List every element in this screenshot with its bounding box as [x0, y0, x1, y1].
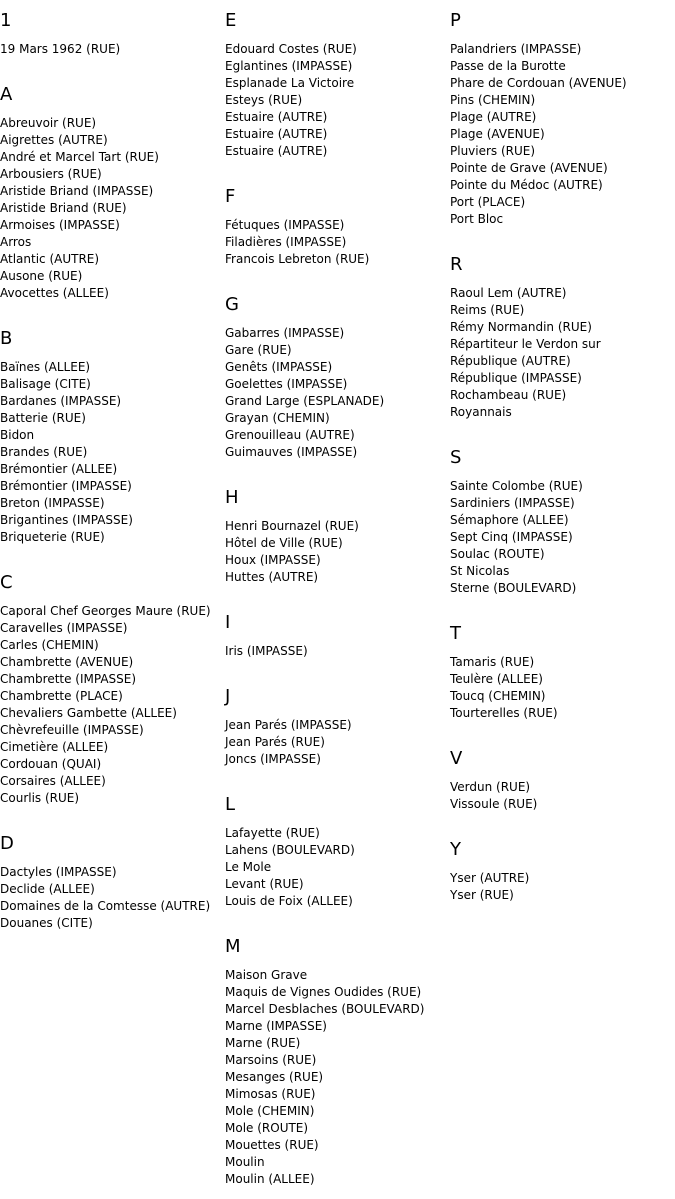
street-link[interactable]: Brémontier (ALLEE) — [0, 462, 118, 476]
letter-section — [225, 926, 450, 1199]
street-list — [225, 217, 450, 268]
street-link[interactable]: Iris (IMPASSE) — [225, 644, 308, 658]
street-link[interactable]: Répartiteur le Verdon sur — [450, 337, 601, 351]
street-link[interactable]: Gare (RUE) — [225, 343, 292, 357]
street-link[interactable]: Henri Bournazel (RUE) — [225, 519, 359, 533]
section-letter-heading: G — [225, 294, 239, 315]
street-link[interactable]: Mole (CHEMIN) — [225, 1104, 315, 1118]
street-link[interactable]: Marcel Desblaches (BOULEVARD) — [225, 1002, 425, 1016]
street-link[interactable]: Rochambeau (RUE) — [450, 388, 567, 402]
street-link[interactable]: Tamaris (RUE) — [450, 655, 535, 669]
section-spacer — [0, 302, 225, 318]
street-link[interactable]: Sainte Colombe (RUE) — [450, 479, 583, 493]
street-link[interactable]: Arros — [0, 235, 32, 249]
letter-section — [0, 0, 225, 74]
street-link[interactable]: Phare de Cordouan (AVENUE) — [450, 76, 627, 90]
section-letter-heading: B — [0, 328, 13, 349]
section-spacer — [225, 910, 450, 926]
street-list — [450, 779, 675, 813]
street-link[interactable]: Guimauves (IMPASSE) — [225, 445, 358, 459]
street-link[interactable]: Arbousiers (RUE) — [0, 167, 102, 181]
street-link[interactable]: Estuaire (AUTRE) — [225, 127, 328, 141]
street-link[interactable]: Avocettes (ALLEE) — [0, 286, 109, 300]
street-link[interactable]: Pins (CHEMIN) — [450, 93, 536, 107]
letter-section — [450, 244, 675, 437]
street-link[interactable]: Sardiniers (IMPASSE) — [450, 496, 575, 510]
street-link[interactable]: Pointe du Médoc (AUTRE) — [450, 178, 603, 192]
letter-section — [0, 562, 225, 823]
street-link[interactable]: Moulin (ALLEE) — [225, 1172, 315, 1186]
street-link[interactable]: Yser (AUTRE) — [450, 871, 530, 885]
street-list — [225, 41, 450, 160]
street-list — [225, 825, 450, 910]
street-link[interactable]: Gabarres (IMPASSE) — [225, 326, 345, 340]
street-link[interactable]: Chambrette (AVENUE) — [0, 655, 134, 669]
section-spacer — [225, 768, 450, 784]
street-link[interactable]: Maison Grave — [225, 968, 308, 982]
section-letter-heading: J — [225, 686, 231, 707]
street-link[interactable]: Aristide Briand (IMPASSE) — [0, 184, 154, 198]
letter-section — [225, 477, 450, 602]
street-link[interactable]: Port (PLACE) — [450, 195, 526, 209]
letter-section — [450, 437, 675, 613]
section-letter-heading: D — [0, 833, 14, 854]
street-list — [450, 478, 675, 597]
street-link[interactable]: Joncs (IMPASSE) — [225, 752, 321, 766]
street-list — [0, 603, 225, 807]
letter-section — [0, 823, 225, 948]
section-letter-heading: T — [450, 623, 461, 644]
section-letter-heading: H — [225, 487, 239, 508]
street-link[interactable]: Mouettes (RUE) — [225, 1138, 319, 1152]
street-link[interactable]: République (AUTRE) — [450, 354, 571, 368]
street-link[interactable]: Baïnes (ALLEE) — [0, 360, 91, 374]
street-link[interactable]: Pluviers (RUE) — [450, 144, 536, 158]
street-column-3 — [450, 0, 675, 920]
street-link[interactable]: Estuaire (AUTRE) — [225, 144, 328, 158]
street-link[interactable]: Le Mole — [225, 860, 272, 874]
street-link[interactable]: Bidon — [0, 428, 35, 442]
street-link[interactable]: Sterne (BOULEVARD) — [450, 581, 577, 595]
letter-section — [450, 0, 675, 244]
street-link[interactable]: Atlantic (AUTRE) — [0, 252, 100, 266]
street-link[interactable]: Mimosas (RUE) — [225, 1087, 316, 1101]
letter-section — [225, 176, 450, 284]
street-link[interactable]: Edouard Costes (RUE) — [225, 42, 357, 56]
street-column-1 — [0, 0, 225, 948]
street-link[interactable]: Plage (AUTRE) — [450, 110, 537, 124]
street-link[interactable]: Hôtel de Ville (RUE) — [225, 536, 343, 550]
letter-section — [225, 602, 450, 676]
section-letter-heading: A — [0, 84, 13, 105]
street-link[interactable]: Vissoule (RUE) — [450, 797, 538, 811]
street-link[interactable]: Tourterelles (RUE) — [450, 706, 558, 720]
street-link[interactable]: Marsoins (RUE) — [225, 1053, 317, 1067]
street-link[interactable]: 19 Mars 1962 (RUE) — [0, 42, 121, 56]
street-link[interactable]: Toucq (CHEMIN) — [450, 689, 546, 703]
street-link[interactable]: Aristide Briand (RUE) — [0, 201, 127, 215]
street-link[interactable]: Moulin — [225, 1155, 265, 1169]
section-letter-heading: V — [450, 748, 463, 769]
street-link[interactable]: Esplanade La Victoire — [225, 76, 355, 90]
street-link[interactable]: St Nicolas — [450, 564, 510, 578]
street-link[interactable]: Goelettes (IMPASSE) — [225, 377, 348, 391]
street-link[interactable]: Esteys (RUE) — [225, 93, 303, 107]
street-link[interactable]: Sept Cinq (IMPASSE) — [450, 530, 573, 544]
street-link[interactable]: Mole (ROUTE) — [225, 1121, 309, 1135]
street-link[interactable]: Fétuques (IMPASSE) — [225, 218, 345, 232]
street-link[interactable]: Maquis de Vignes Oudides (RUE) — [225, 985, 422, 999]
street-link[interactable]: Cordouan (QUAI) — [0, 757, 102, 771]
section-letter-heading: P — [450, 10, 461, 31]
street-link[interactable]: Mesanges (RUE) — [225, 1070, 324, 1084]
street-link[interactable]: Corsaires (ALLEE) — [0, 774, 106, 788]
street-link[interactable]: Royannais — [450, 405, 512, 419]
section-spacer — [450, 904, 675, 920]
street-link[interactable]: Levant (RUE) — [225, 877, 304, 891]
street-link[interactable]: Ausone (RUE) — [0, 269, 83, 283]
street-link[interactable]: Marne (RUE) — [225, 1036, 301, 1050]
street-list — [0, 359, 225, 546]
street-link[interactable]: Chambrette (IMPASSE) — [0, 672, 137, 686]
street-list — [225, 717, 450, 768]
street-link[interactable]: Eglantines (IMPASSE) — [225, 59, 353, 73]
street-link[interactable]: Briqueterie (RUE) — [0, 530, 105, 544]
street-link[interactable]: Grand Large (ESPLANADE) — [225, 394, 385, 408]
letter-section — [450, 829, 675, 920]
section-spacer — [0, 932, 225, 948]
street-link[interactable]: Declide (ALLEE) — [0, 882, 95, 896]
section-letter-heading: 1 — [0, 10, 12, 31]
street-link[interactable]: Soulac (ROUTE) — [450, 547, 545, 561]
street-link[interactable]: Batterie (RUE) — [0, 411, 86, 425]
section-spacer — [450, 722, 675, 738]
street-link[interactable]: Verdun (RUE) — [450, 780, 531, 794]
street-list — [0, 41, 225, 58]
letter-section — [0, 318, 225, 562]
street-link[interactable]: Sémaphore (ALLEE) — [450, 513, 569, 527]
street-link[interactable]: Domaines de la Comtesse (AUTRE) — [0, 899, 211, 913]
street-link[interactable]: Louis de Foix (ALLEE) — [225, 894, 353, 908]
street-link[interactable]: Rémy Normandin (RUE) — [450, 320, 592, 334]
street-link[interactable]: Caravelles (IMPASSE) — [0, 621, 128, 635]
street-link[interactable]: Jean Parés (IMPASSE) — [225, 718, 352, 732]
street-link[interactable]: Courlis (RUE) — [0, 791, 80, 805]
letter-section — [225, 784, 450, 926]
street-link[interactable]: Brigantines (IMPASSE) — [0, 513, 133, 527]
street-list — [225, 325, 450, 461]
street-link[interactable]: Port Bloc — [450, 212, 504, 226]
street-link[interactable]: Houx (IMPASSE) — [225, 553, 321, 567]
street-link[interactable]: Aigrettes (AUTRE) — [0, 133, 108, 147]
street-link[interactable]: Reims (RUE) — [450, 303, 525, 317]
section-letter-heading: M — [225, 936, 241, 957]
street-list — [450, 654, 675, 722]
street-list — [0, 864, 225, 932]
street-link[interactable]: André et Marcel Tart (RUE) — [0, 150, 159, 164]
street-link[interactable]: Palandriers (IMPASSE) — [450, 42, 582, 56]
street-link[interactable]: Passe de la Burotte — [450, 59, 566, 73]
letter-section — [225, 676, 450, 784]
section-letter-heading: R — [450, 254, 463, 275]
street-link[interactable]: Yser (RUE) — [450, 888, 514, 902]
section-letter-heading: L — [225, 794, 236, 815]
street-link[interactable]: Chevaliers Gambette (ALLEE) — [0, 706, 177, 720]
street-link[interactable]: Cimetière (ALLEE) — [0, 740, 109, 754]
street-link[interactable]: Caporal Chef Georges Maure (RUE) — [0, 604, 211, 618]
letter-section — [225, 0, 450, 176]
street-link[interactable]: Filadières (IMPASSE) — [225, 235, 347, 249]
section-spacer — [0, 546, 225, 562]
street-link[interactable]: Brémontier (IMPASSE) — [0, 479, 132, 493]
section-spacer — [225, 461, 450, 477]
section-spacer — [450, 421, 675, 437]
letter-section — [0, 74, 225, 318]
street-column-2 — [225, 0, 450, 1199]
street-link[interactable]: Abreuvoir (RUE) — [0, 116, 97, 130]
section-spacer — [225, 586, 450, 602]
street-link[interactable]: Huttes (AUTRE) — [225, 570, 319, 584]
section-letter-heading: E — [225, 10, 237, 31]
street-link[interactable]: Chèvrefeuille (IMPASSE) — [0, 723, 144, 737]
street-list — [225, 518, 450, 586]
street-link[interactable]: Chambrette (PLACE) — [0, 689, 123, 703]
street-link[interactable]: Estuaire (AUTRE) — [225, 110, 328, 124]
street-link[interactable]: Grayan (CHEMIN) — [225, 411, 330, 425]
section-letter-heading: F — [225, 186, 236, 207]
street-link[interactable]: Balisage (CITE) — [0, 377, 91, 391]
street-link[interactable]: République (IMPASSE) — [450, 371, 582, 385]
section-spacer — [225, 660, 450, 676]
section-spacer — [450, 228, 675, 244]
street-list — [225, 967, 450, 1188]
street-list — [450, 870, 675, 904]
section-spacer — [0, 58, 225, 74]
street-link[interactable]: Lahens (BOULEVARD) — [225, 843, 355, 857]
letter-section — [450, 613, 675, 738]
letter-section — [225, 284, 450, 477]
letter-section — [450, 738, 675, 829]
street-link[interactable]: Jean Parés (RUE) — [225, 735, 325, 749]
street-list — [0, 115, 225, 302]
street-list — [450, 285, 675, 421]
street-link[interactable]: Breton (IMPASSE) — [0, 496, 105, 510]
street-link[interactable]: Lafayette (RUE) — [225, 826, 320, 840]
street-link[interactable]: Francois Lebreton (RUE) — [225, 252, 370, 266]
street-link[interactable]: Grenouilleau (AUTRE) — [225, 428, 355, 442]
section-spacer — [225, 1188, 450, 1199]
section-letter-heading: C — [0, 572, 13, 593]
section-spacer — [0, 807, 225, 823]
section-spacer — [450, 597, 675, 613]
section-letter-heading: I — [225, 612, 231, 633]
street-link[interactable]: Raoul Lem (AUTRE) — [450, 286, 567, 300]
street-link[interactable]: Bardanes (IMPASSE) — [0, 394, 122, 408]
street-link[interactable]: Pointe de Grave (AVENUE) — [450, 161, 608, 175]
street-link[interactable]: Douanes (CITE) — [0, 916, 93, 930]
section-spacer — [225, 160, 450, 176]
section-letter-heading: S — [450, 447, 462, 468]
street-list — [450, 41, 675, 228]
section-spacer — [450, 813, 675, 829]
street-link[interactable]: Brandes (RUE) — [0, 445, 88, 459]
street-list — [225, 643, 450, 660]
street-link[interactable]: Marne (IMPASSE) — [225, 1019, 327, 1033]
street-link[interactable]: Dactyles (IMPASSE) — [0, 865, 117, 879]
section-letter-heading: Y — [450, 839, 461, 860]
street-link[interactable]: Teulère (ALLEE) — [450, 672, 543, 686]
street-link[interactable]: Carles (CHEMIN) — [0, 638, 99, 652]
street-link[interactable]: Plage (AVENUE) — [450, 127, 545, 141]
street-link[interactable]: Armoises (IMPASSE) — [0, 218, 120, 232]
street-link[interactable]: Genêts (IMPASSE) — [225, 360, 333, 374]
section-spacer — [225, 268, 450, 284]
